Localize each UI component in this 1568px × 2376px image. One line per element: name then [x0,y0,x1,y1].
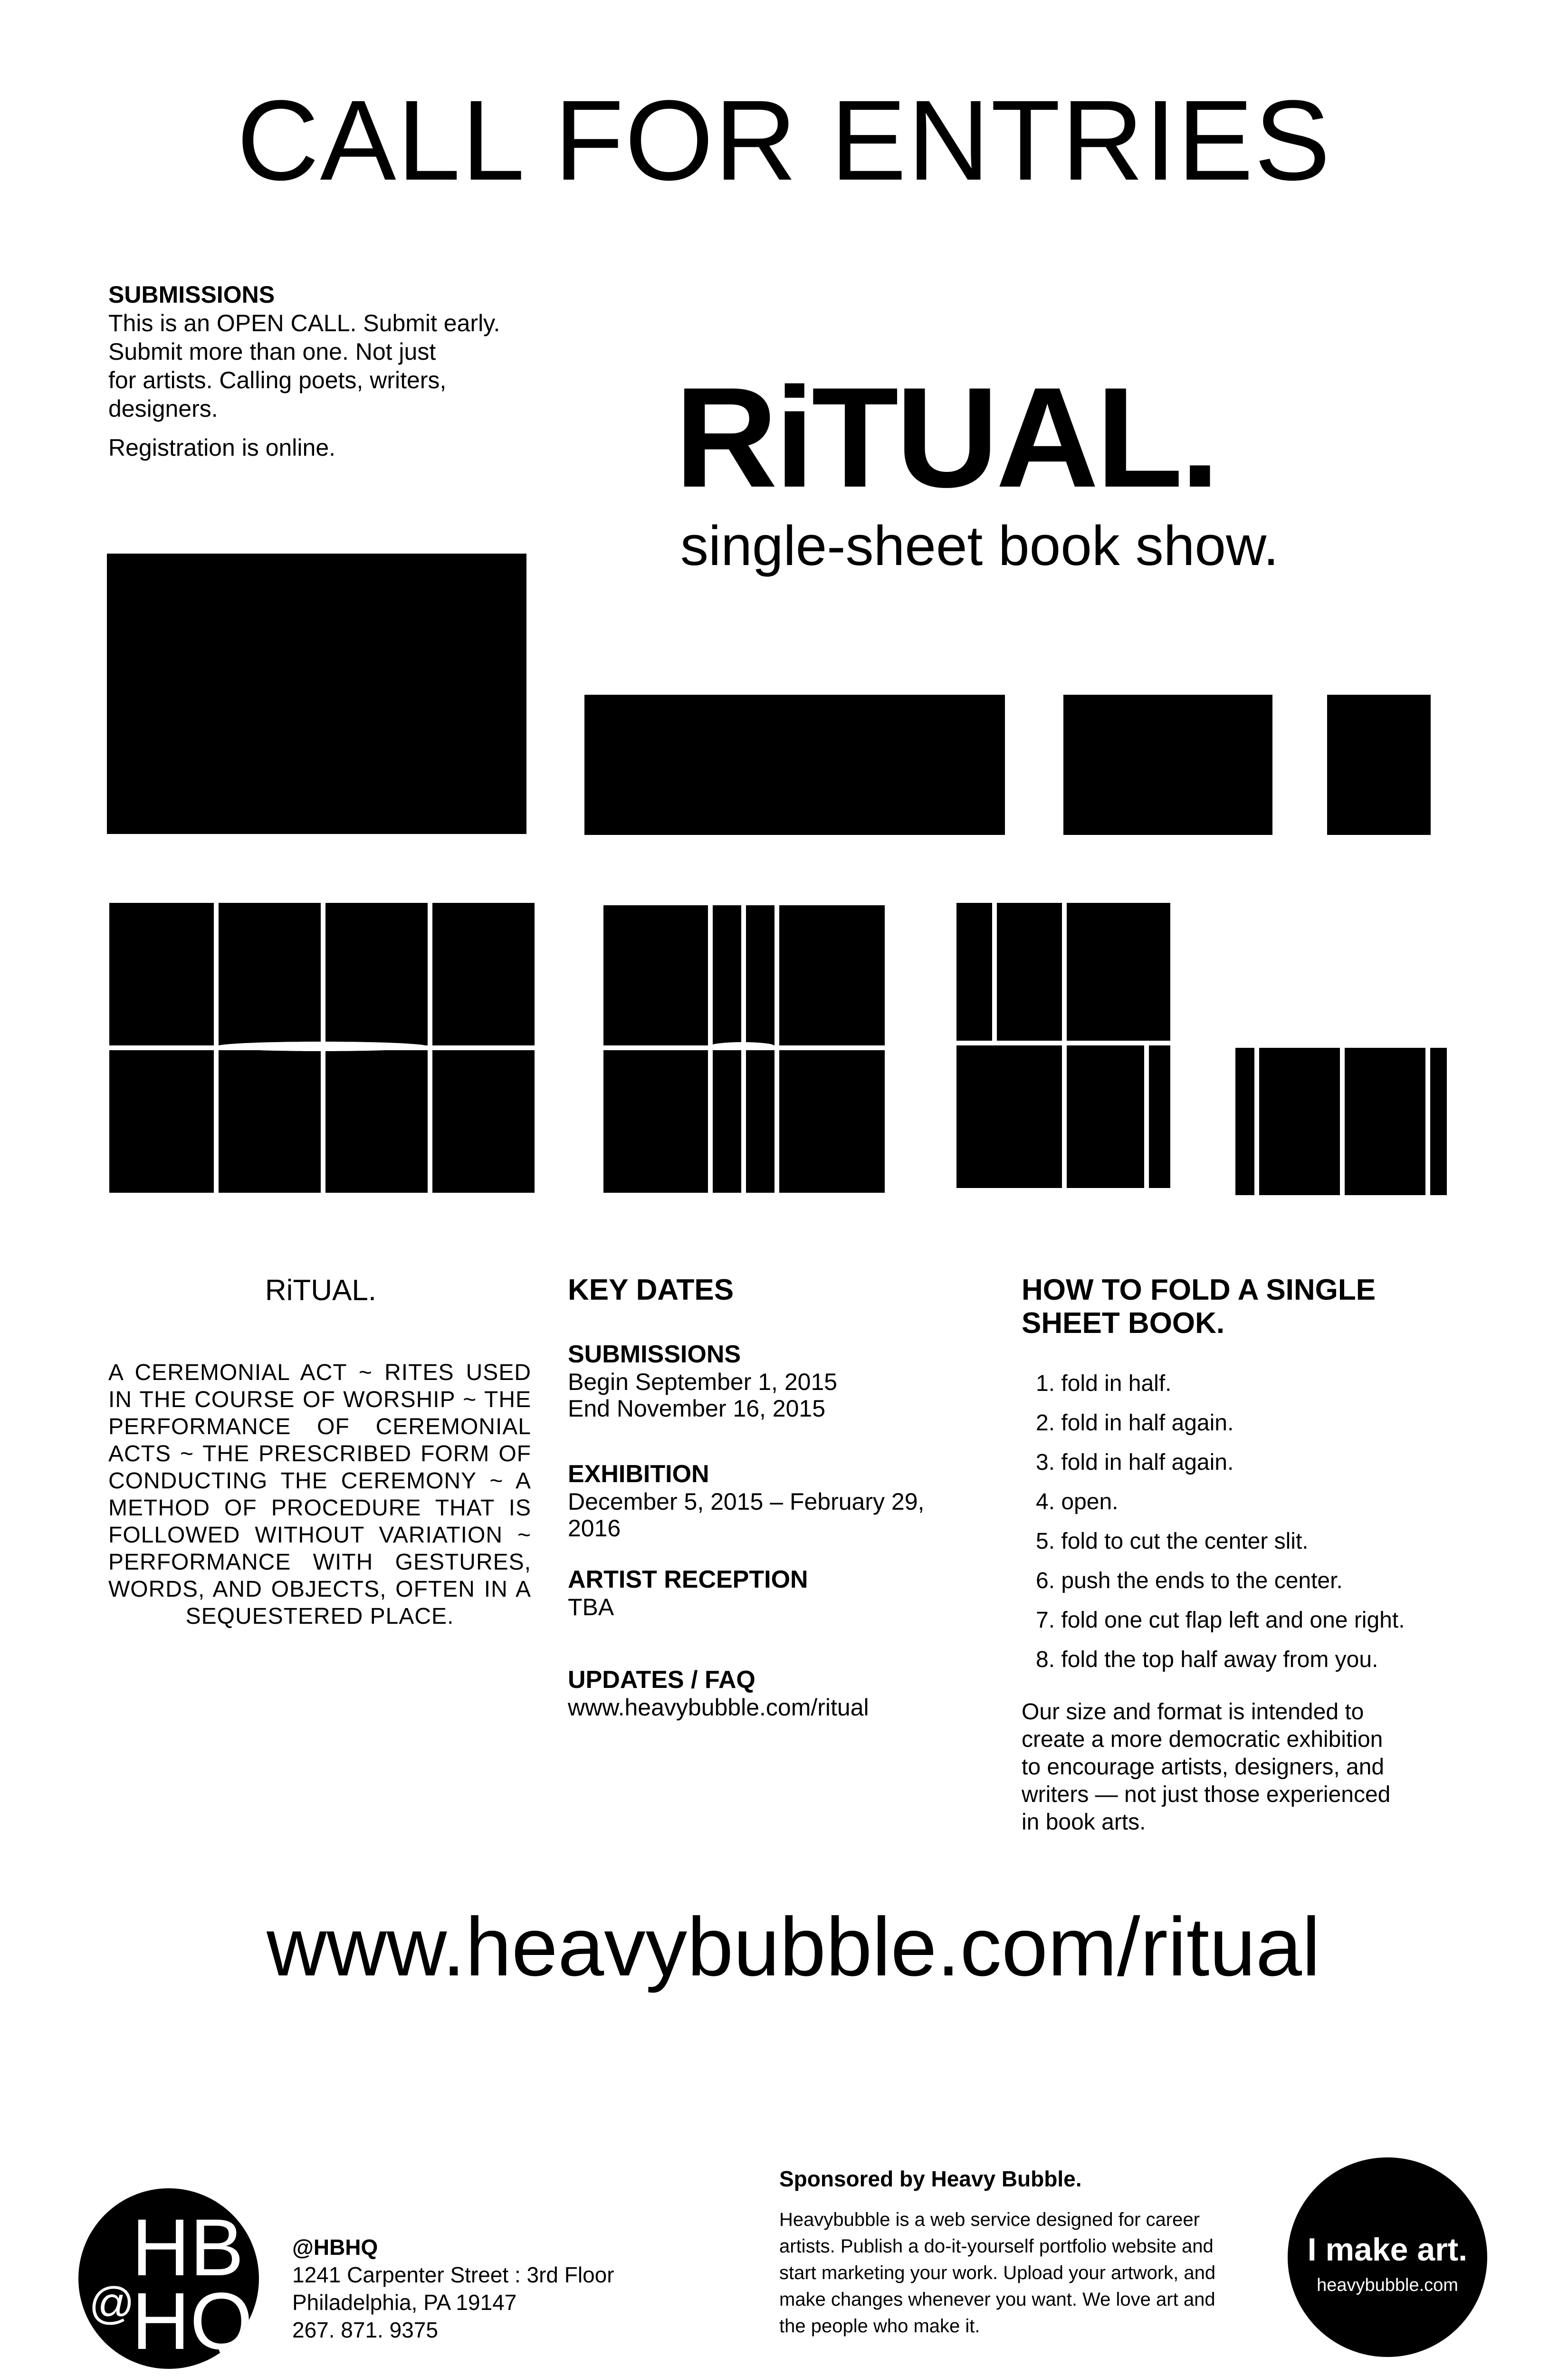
sponsor-line: make changes whenever you want. We love art and [779,2289,1215,2310]
ritual-logo: RiTUAL. [675,357,1217,517]
submissions-block [108,280,583,462]
hbhq-logo [78,2188,259,2369]
key-dates-heading: KEY DATES [568,1274,734,1306]
kd-line: TBA [568,1594,614,1620]
fold-stage-flaps [956,898,1170,1188]
kd-line: 2016 [568,1515,621,1542]
badge-title: I make art. [1307,2232,1468,2268]
sponsor-block [779,2165,1254,2339]
sponsor-line: artists. Publish a do-it-yourself portfolio website and [779,2236,1214,2257]
fold-step: 8. fold the top half away from you. [1036,1647,1378,1672]
hbhq-handle: @HBHQ [292,2235,378,2260]
fold-steps [1036,1364,1473,1679]
fold-stage-push [603,901,885,1193]
fold-stage-book [1235,1048,1447,1198]
fold-note-line: to encourage artists, designers, and [1022,1754,1385,1780]
fold-instructions [1022,1274,1473,1836]
hbhq-contact [292,2233,614,2344]
kd-reception-title: ARTIST RECEPTION [568,1566,808,1593]
fold-note-line: in book arts. [1022,1810,1146,1835]
sheet-quarter [1063,695,1272,835]
hbhq-phone: 267. 871. 9375 [292,2318,438,2342]
sponsor-line: Heavybubble is a web service designed for career [779,2209,1200,2230]
fold-heading: HOW TO FOLD A SINGLE [1022,1274,1376,1306]
kd-line: End November 16, 2015 [568,1395,826,1422]
fold-note [1022,1698,1473,1836]
sheet-half [584,695,1005,835]
fold-step: 6. push the ends to the center. [1036,1568,1343,1593]
fold-note-line: writers — not just those experienced [1022,1782,1391,1807]
sponsor-title: Sponsored by Heavy Bubble. [779,2166,1082,2191]
kd-updates [568,1666,995,1721]
hbhq-logo-hb: HB [132,2203,244,2293]
kd-line: December 5, 2015 – February 29, [568,1488,925,1515]
sheet-eighth [1327,695,1431,835]
fold-note-line: create a more democratic exhibition [1022,1727,1383,1752]
ritual-definition: A CEREMONIAL ACT ~ RITES USED IN THE COURSE OF WORSHIP ~ THE PERFORMANCE OF CEREMONIAL ACTS ~ THE PRESCRIBED FORM OF CONDUCTING THE CEREMONY ~ A METHOD OF PROCEDURE THAT IS FOLLOWED WITHOUT VARIATION ~ PERFORMANCE WITH GESTURES, WORDS, AND OBJECTS, OFTEN IN A SEQUESTERED PLACE. [108,1360,531,1629]
fold-note-line: Our size and format is intended to [1022,1699,1364,1725]
fold-step: 4. open. [1036,1489,1119,1514]
registration-note: Registration is online. [108,434,336,461]
sponsor-line: the people who make it. [779,2316,980,2337]
fold-step: 2. fold in half again. [1036,1410,1234,1436]
kd-reception [568,1565,995,1620]
kd-updates-link[interactable]: www.heavybubble.com/ritual [568,1694,869,1721]
submissions-line: for artists. Calling poets, writers, [108,367,447,393]
website-url[interactable]: www.heavybubble.com/ritual [267,1901,1320,1993]
key-dates [568,1274,995,1721]
submissions-line: This is an OPEN CALL. Submit early. [108,310,500,336]
kd-updates-title: UPDATES / FAQ [568,1666,755,1694]
fold-step: 3. fold in half again. [1036,1450,1234,1475]
hbhq-logo-at: @ [89,2278,135,2328]
fold-step: 5. fold to cut the center slit. [1036,1529,1309,1554]
submissions-heading: SUBMISSIONS [108,281,275,308]
ritual-definition-title: RiTUAL. [265,1274,377,1307]
sheet-full [107,554,526,834]
submissions-line: Submit more than one. Not just [108,338,436,365]
hbhq-logo-hq: HQ [132,2276,253,2366]
kd-exhibition-title: EXHIBITION [568,1460,709,1488]
page-title: CALL FOR ENTRIES [237,77,1331,204]
sponsor-line: start marketing your work. Upload your artwork, and [779,2262,1216,2283]
fold-heading: SHEET BOOK. [1022,1307,1225,1340]
ritual-subtitle: single-sheet book show. [680,515,1279,577]
hbhq-address: 1241 Carpenter Street : 3rd Floor [292,2262,614,2287]
fold-step: 1. fold in half. [1036,1371,1172,1396]
kd-submissions-title: SUBMISSIONS [568,1341,741,1368]
kd-line: Begin September 1, 2015 [568,1369,838,1395]
kd-exhibition [568,1460,995,1542]
imakeart-badge [1288,2157,1487,2357]
badge-url: heavybubble.com [1317,2275,1458,2295]
fold-stage-open [109,903,535,1193]
fold-step: 7. fold one cut flap left and one right. [1036,1608,1405,1633]
sponsor-text [779,2206,1254,2339]
hbhq-city: Philadelphia, PA 19147 [292,2290,517,2315]
kd-submissions [568,1340,995,1422]
submissions-line: designers. [108,395,218,422]
